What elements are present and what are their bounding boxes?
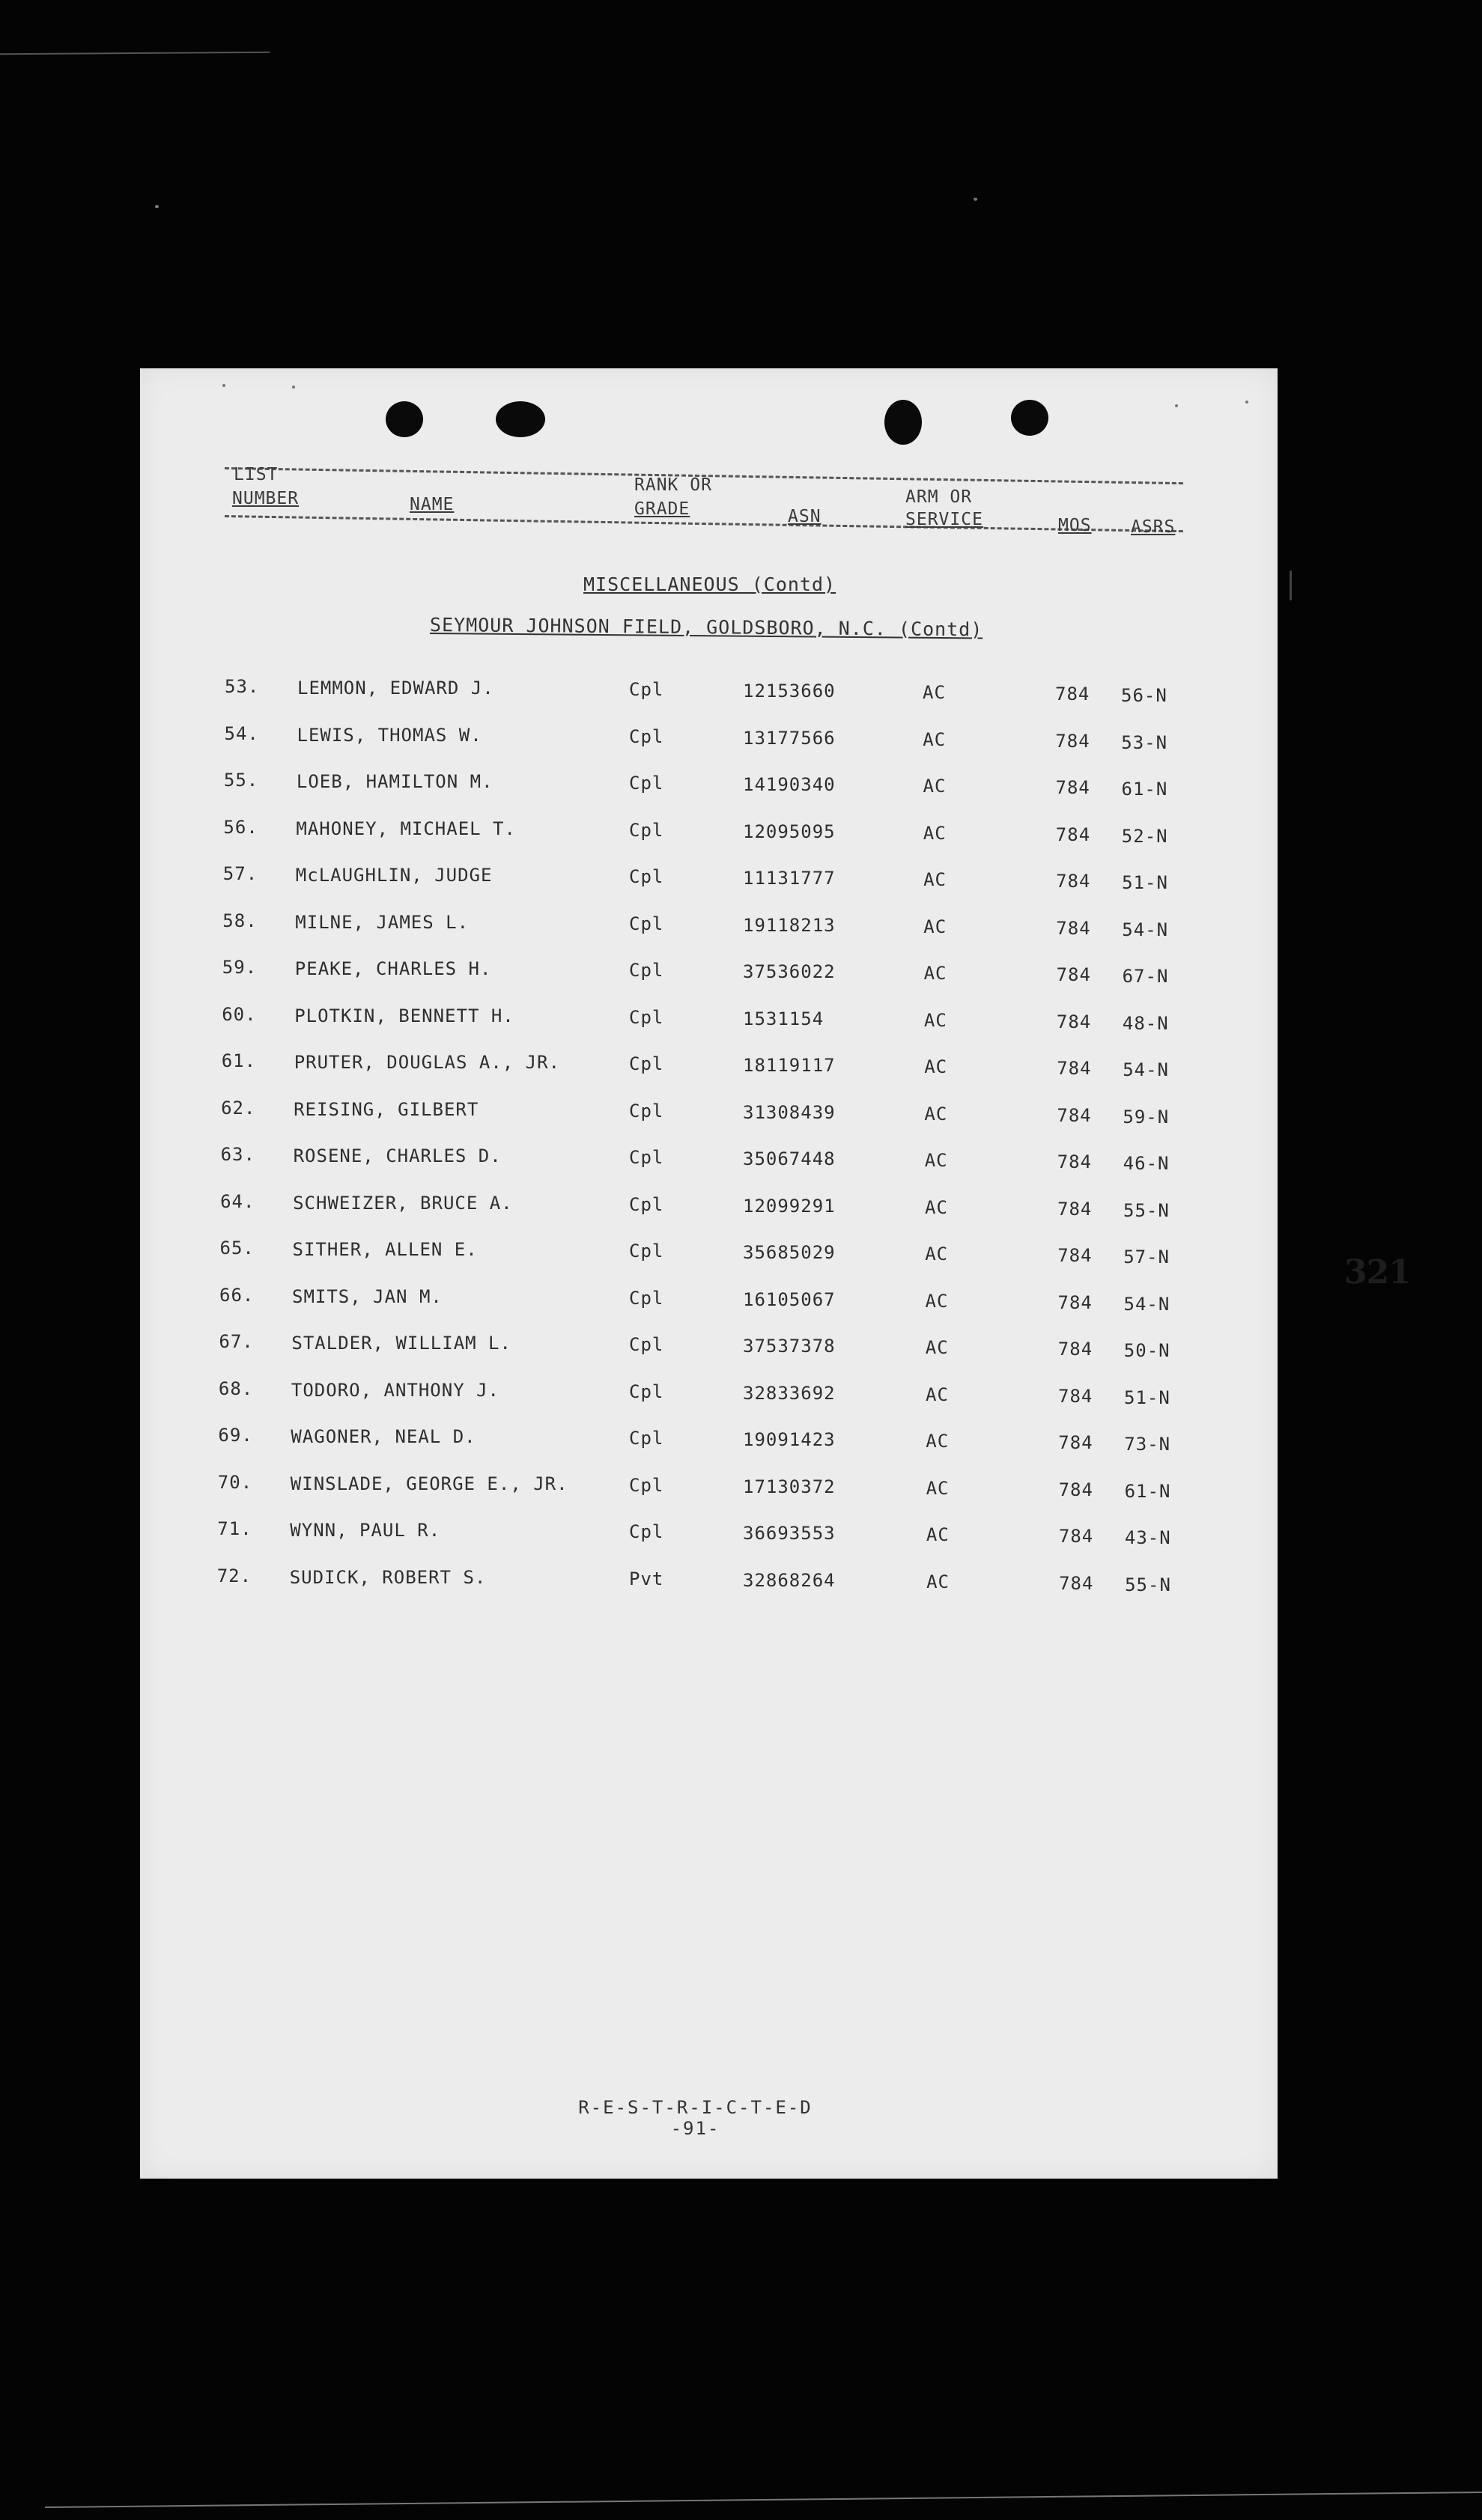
restricted-footer: R-E-S-T-R-I-C-T-E-D xyxy=(578,2097,813,2118)
row-arm: AC xyxy=(923,1009,947,1031)
table-row xyxy=(140,910,1278,940)
row-num: 53. xyxy=(225,676,260,697)
row-asn: 32833692 xyxy=(743,1382,836,1404)
row-arm: AC xyxy=(925,1244,949,1264)
row-num: 66. xyxy=(219,1284,255,1306)
row-asrs: 54-N xyxy=(1122,919,1169,940)
paper-speck xyxy=(292,386,295,389)
header-list-number-2: NUMBER xyxy=(232,489,300,508)
paper-speck xyxy=(1245,401,1248,404)
row-asrs: 61-N xyxy=(1124,1480,1171,1502)
row-arm: AC xyxy=(924,1056,948,1077)
table-row xyxy=(140,1050,1278,1080)
row-mos: 784 xyxy=(1055,824,1091,845)
row-rank: Cpl xyxy=(629,1241,664,1261)
punch-hole xyxy=(1011,400,1048,436)
row-asn: 16105067 xyxy=(743,1288,836,1310)
row-rank: Cpl xyxy=(629,1147,664,1168)
row-asrs: 48-N xyxy=(1122,1012,1169,1034)
row-arm: AC xyxy=(923,776,947,797)
row-num: 69. xyxy=(218,1425,253,1446)
row-arm: AC xyxy=(925,1290,949,1312)
table-row xyxy=(140,722,1278,752)
row-name: LEWIS, THOMAS W. xyxy=(297,724,482,746)
scan-speck xyxy=(155,205,159,208)
row-name: WAGONER, NEAL D. xyxy=(291,1426,476,1447)
row-name: PRUTER, DOUGLAS A., JR. xyxy=(294,1052,561,1073)
row-num: 61. xyxy=(221,1050,257,1071)
header-rule-bottom xyxy=(225,515,1183,532)
row-asn: 19091423 xyxy=(743,1429,836,1450)
row-name: TODORO, ANTHONY J. xyxy=(291,1379,499,1401)
row-mos: 784 xyxy=(1058,1432,1093,1453)
row-asrs: 59-N xyxy=(1123,1106,1170,1127)
header-list-number-1: LIST xyxy=(234,465,279,484)
row-asrs: 61-N xyxy=(1121,779,1168,800)
row-mos: 784 xyxy=(1055,684,1090,704)
row-arm: AC xyxy=(923,916,947,937)
row-asrs: 51-N xyxy=(1122,872,1168,893)
row-arm: AC xyxy=(926,1431,950,1452)
header-rank-1: RANK OR xyxy=(634,475,712,495)
row-asn: 11131777 xyxy=(743,868,836,889)
subsection-title: SEYMOUR JOHNSON FIELD, GOLDSBORO, N.C. (Contd) xyxy=(429,614,983,641)
row-arm: AC xyxy=(923,963,947,984)
row-asn: 19118213 xyxy=(743,914,836,936)
row-name: ROSENE, CHARLES D. xyxy=(293,1145,502,1166)
table-row xyxy=(140,1378,1278,1407)
scan-edge-line-top xyxy=(0,52,270,55)
row-name: PEAKE, CHARLES H. xyxy=(294,958,492,979)
row-arm: AC xyxy=(925,1337,949,1358)
row-num: 65. xyxy=(219,1238,255,1259)
row-asrs: 57-N xyxy=(1123,1247,1170,1267)
row-mos: 784 xyxy=(1058,1385,1093,1407)
row-mos: 784 xyxy=(1055,777,1090,798)
row-arm: AC xyxy=(924,1103,948,1124)
table-row xyxy=(140,1565,1278,1595)
row-arm: AC xyxy=(926,1524,950,1545)
table-row xyxy=(140,1237,1278,1267)
row-rank: Cpl xyxy=(629,1521,664,1542)
row-arm: AC xyxy=(923,682,946,703)
row-asn: 37537378 xyxy=(743,1336,836,1357)
row-rank: Cpl xyxy=(629,866,664,887)
row-num: 71. xyxy=(217,1518,252,1539)
row-num: 59. xyxy=(222,957,258,978)
row-arm: AC xyxy=(926,1477,950,1499)
row-name: MAHONEY, MICHAEL T. xyxy=(296,818,516,839)
row-num: 63. xyxy=(220,1144,255,1165)
header-name: NAME xyxy=(410,495,455,514)
row-asrs: 52-N xyxy=(1121,825,1168,847)
row-num: 56. xyxy=(223,816,258,838)
row-rank: Cpl xyxy=(629,913,664,934)
header-mos: MOS xyxy=(1058,516,1092,535)
row-rank: Cpl xyxy=(629,1100,664,1121)
row-num: 72. xyxy=(216,1565,252,1586)
row-name: SMITS, JAN M. xyxy=(292,1285,443,1307)
row-mos: 784 xyxy=(1057,1198,1093,1220)
table-row xyxy=(140,1190,1278,1220)
row-arm: AC xyxy=(926,1571,950,1592)
row-asn: 35685029 xyxy=(743,1242,836,1263)
table-row xyxy=(140,675,1278,705)
table-row xyxy=(140,1003,1278,1033)
scan-speck xyxy=(1290,570,1292,600)
table-row xyxy=(140,1143,1278,1173)
row-num: 67. xyxy=(219,1331,254,1352)
table-row xyxy=(140,1471,1278,1501)
row-rank: Cpl xyxy=(629,1334,664,1355)
table-row xyxy=(140,1518,1278,1547)
row-asn: 1531154 xyxy=(743,1008,824,1029)
row-num: 57. xyxy=(222,863,258,884)
row-asn: 14190340 xyxy=(743,774,836,795)
row-rank: Cpl xyxy=(629,1053,664,1074)
scan-edge-line-bottom xyxy=(45,2492,1482,2508)
table-row xyxy=(140,1424,1278,1454)
row-mos: 784 xyxy=(1056,917,1091,939)
row-rank: Cpl xyxy=(629,960,664,981)
row-arm: AC xyxy=(923,822,947,844)
row-mos: 784 xyxy=(1056,964,1091,985)
row-name: SITHER, ALLEN E. xyxy=(292,1239,478,1260)
row-rank: Pvt xyxy=(629,1568,664,1589)
row-asn: 37536022 xyxy=(743,961,836,982)
page-number-footer: -91- xyxy=(670,2118,720,2139)
row-asrs: 53-N xyxy=(1121,731,1168,753)
row-arm: AC xyxy=(926,1384,949,1405)
row-mos: 784 xyxy=(1056,1011,1092,1032)
scan-speck xyxy=(974,198,977,201)
margin-page-number: 321 xyxy=(1344,1253,1411,1291)
row-rank: Cpl xyxy=(629,1474,664,1496)
row-name: WYNN, PAUL R. xyxy=(290,1520,441,1541)
row-asn: 12099291 xyxy=(743,1195,836,1217)
row-rank: Cpl xyxy=(629,819,664,841)
row-name: McLAUGHLIN, JUDGE xyxy=(295,865,493,886)
row-num: 62. xyxy=(221,1097,256,1119)
row-num: 55. xyxy=(223,770,259,791)
punch-hole xyxy=(496,401,545,437)
header-rank-2: GRADE xyxy=(634,499,690,519)
row-rank: Cpl xyxy=(629,1193,664,1215)
row-mos: 784 xyxy=(1058,1479,1093,1500)
row-name: LOEB, HAMILTON M. xyxy=(296,771,494,792)
row-name: SCHWEIZER, BRUCE A. xyxy=(293,1192,513,1214)
row-mos: 784 xyxy=(1058,1526,1094,1547)
header-asn: ASN xyxy=(788,507,822,526)
row-asrs: 54-N xyxy=(1123,1293,1170,1315)
section-title: MISCELLANEOUS (Contd) xyxy=(583,573,836,595)
row-name: WINSLADE, GEORGE E., JR. xyxy=(290,1473,568,1494)
row-asn: 18119117 xyxy=(743,1055,836,1076)
row-arm: AC xyxy=(923,869,947,890)
row-num: 70. xyxy=(217,1471,253,1493)
header-arm-2: SERVICE xyxy=(905,510,983,529)
row-name: SUDICK, ROBERT S. xyxy=(289,1566,487,1588)
row-mos: 784 xyxy=(1059,1572,1094,1594)
table-row xyxy=(140,862,1278,892)
row-name: PLOTKIN, BENNETT H. xyxy=(294,1005,514,1026)
row-asn: 12095095 xyxy=(743,821,836,842)
row-name: LEMMON, EDWARD J. xyxy=(297,678,494,699)
row-asrs: 46-N xyxy=(1123,1153,1170,1174)
row-rank: Cpl xyxy=(629,679,664,700)
row-mos: 784 xyxy=(1057,1104,1092,1126)
row-num: 60. xyxy=(222,1003,257,1025)
row-rank: Cpl xyxy=(629,1381,664,1402)
row-asn: 36693553 xyxy=(743,1523,836,1544)
row-rank: Cpl xyxy=(629,725,664,747)
row-mos: 784 xyxy=(1057,1245,1093,1266)
row-rank: Cpl xyxy=(629,1006,664,1028)
document-page xyxy=(140,368,1411,2179)
row-asrs: 73-N xyxy=(1124,1434,1171,1455)
row-asrs: 55-N xyxy=(1123,1199,1170,1221)
row-mos: 784 xyxy=(1056,871,1091,892)
row-mos: 784 xyxy=(1057,1058,1092,1079)
header-asrs: ASRS xyxy=(1131,517,1176,537)
table-row xyxy=(140,1097,1278,1127)
row-mos: 784 xyxy=(1057,1291,1093,1313)
row-mos: 784 xyxy=(1057,1151,1093,1172)
header-arm-1: ARM OR xyxy=(905,487,973,507)
row-arm: AC xyxy=(925,1196,948,1218)
row-rank: Cpl xyxy=(629,1428,664,1449)
row-mos: 784 xyxy=(1055,730,1090,752)
table-row xyxy=(140,816,1278,846)
row-asn: 31308439 xyxy=(743,1101,836,1123)
row-asn: 12153660 xyxy=(743,681,836,701)
row-asrs: 54-N xyxy=(1123,1059,1169,1080)
row-mos: 784 xyxy=(1057,1339,1093,1360)
row-asrs: 67-N xyxy=(1122,966,1169,987)
row-name: STALDER, WILLIAM L. xyxy=(291,1333,511,1354)
row-num: 54. xyxy=(224,722,259,744)
row-name: MILNE, JAMES L. xyxy=(295,911,470,933)
row-arm: AC xyxy=(923,728,947,750)
row-asn: 35067448 xyxy=(743,1148,836,1169)
row-asn: 17130372 xyxy=(743,1476,836,1497)
row-arm: AC xyxy=(924,1150,948,1171)
row-rank: Cpl xyxy=(629,1287,664,1309)
paper-speck xyxy=(222,384,225,387)
row-rank: Cpl xyxy=(629,773,664,794)
row-asrs: 51-N xyxy=(1124,1387,1170,1408)
row-asrs: 43-N xyxy=(1124,1527,1171,1548)
row-asrs: 50-N xyxy=(1123,1340,1170,1361)
paper-speck xyxy=(1175,404,1178,407)
table-row xyxy=(140,769,1278,799)
row-num: 64. xyxy=(220,1190,255,1212)
row-num: 68. xyxy=(218,1378,254,1399)
row-asrs: 56-N xyxy=(1121,685,1167,706)
row-name: REISING, GILBERT xyxy=(294,1098,479,1120)
table-row xyxy=(140,956,1278,986)
punch-hole xyxy=(884,400,922,445)
row-asrs: 55-N xyxy=(1125,1574,1171,1595)
row-asn: 32868264 xyxy=(743,1569,836,1591)
table-row xyxy=(140,1284,1278,1314)
table-row xyxy=(140,1330,1278,1360)
row-num: 58. xyxy=(222,910,258,931)
punch-hole xyxy=(386,401,423,437)
row-asn: 13177566 xyxy=(743,727,836,749)
